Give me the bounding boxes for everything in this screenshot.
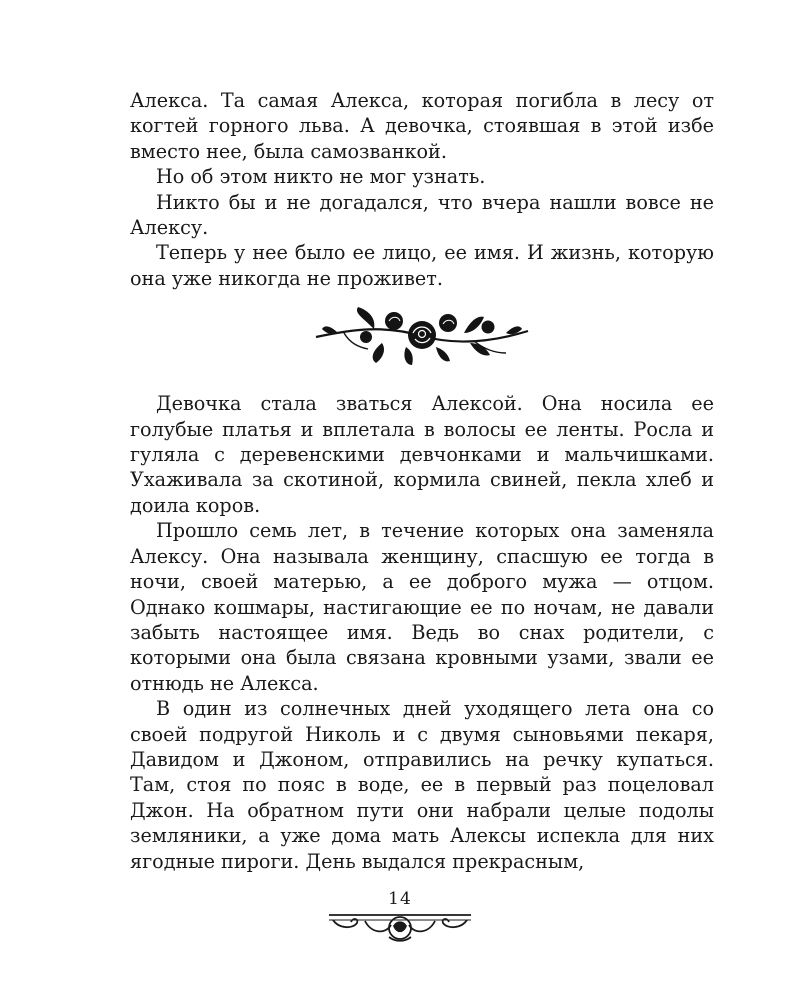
scroll-flourish-ornament-icon — [325, 911, 475, 943]
paragraph: Но об этом никто не мог узнать. — [156, 165, 486, 189]
section-divider — [130, 303, 714, 369]
rose-branch-ornament-icon — [314, 303, 530, 369]
paragraph: Теперь у нее было ее лицо, ее имя. И жизнь, которую она уже никогда не проживет. — [130, 241, 714, 290]
paragraph: Алекса. Та самая Алекса, которая погибла в лесу от когтей горного льва. А девочка, стоявшая в этой избе вместо нее, была самозванкой. — [130, 89, 714, 163]
paragraph: В один из солнечных дней уходящего лета она со своей подругой Николь и с двумя сыновьями пекаря, Давидом и Джоном, отправились на речку купаться. Там, стоя по пояс в воде, ее в первый раз поцеловал Джон. На обратном пути они набрали целые подолы земляники, а уже дома мать Алексы испекла для них ягодные пироги. День выдался прекрасным, — [130, 697, 714, 873]
paragraph: Прошло семь лет, в течение которых она заменяла Алексу. Она называла женщину, спасшую ее тогда в ночи, своей матерью, а ее доброго мужа — отцом. Однако кошмары, настигающие ее по ночам, не давали забыть настоящее имя. Ведь во снах родители, с которыми она была связана кровными узами, звали ее отнюдь не Алекса. — [130, 519, 714, 695]
page-footer — [0, 889, 800, 943]
book-page-body — [130, 88, 714, 874]
page-number: 14 — [388, 889, 412, 909]
paragraph: Девочка стала зваться Алексой. Она носила ее голубые платья и вплетала в волосы ее ленты. Росла и гуляла с деревенскими девчонками и мальчишками. Ухаживала за скотиной, кормила свиней, пекла хлеб и доила коров. — [130, 392, 714, 517]
paragraph: Никто бы и не догадался, что вчера нашли вовсе не Алексу. — [130, 190, 714, 240]
